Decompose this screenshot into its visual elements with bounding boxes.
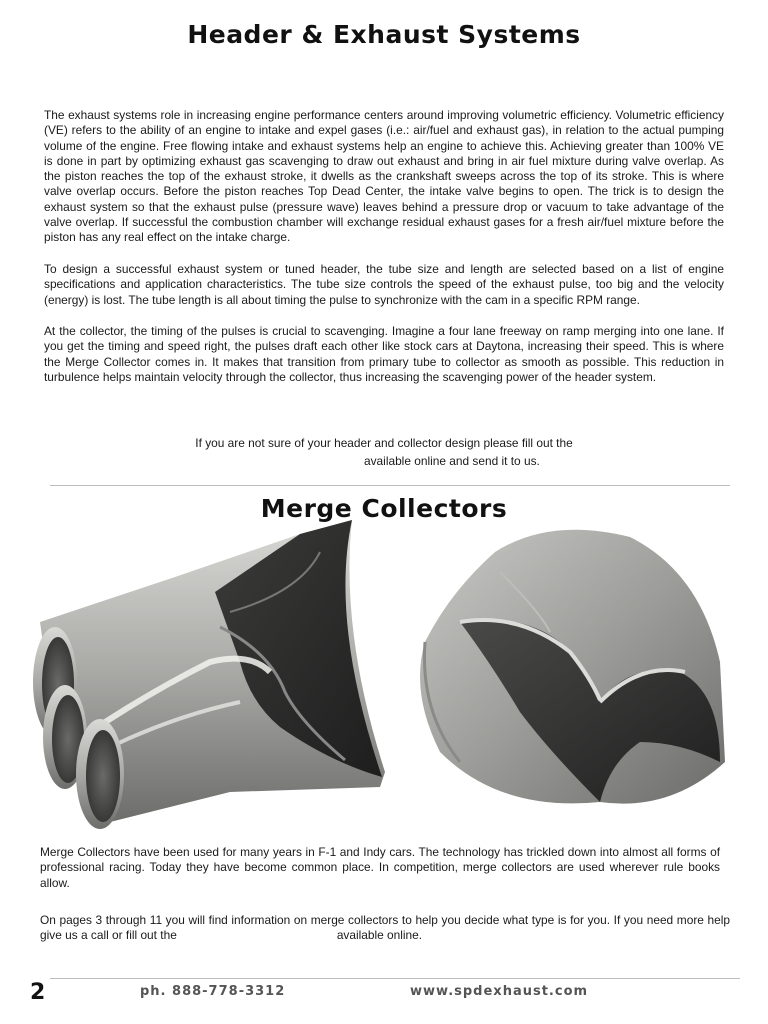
- merge-collector-photo-front: [400, 512, 768, 834]
- footer-website: www.spdexhaust.com: [410, 984, 589, 999]
- intro-paragraph-3: At the collector, the timing of the pulses is crucial to scavenging. Imagine a four lane freeway on ramp merging into one lane. If you get the timing and speed right, the pulses draft each other like stock cars at Daytona, increasing their speed. This is where the Merge Collector comes in. It makes that transition from primary tube to collector as smooth as possible. This reduction in turbulence helps maintain velocity through the collector, thus increasing the scavenging power of the header system.: [44, 324, 724, 384]
- page-number: 2: [30, 980, 46, 1005]
- footer-divider: [50, 978, 740, 979]
- intro-paragraph-1: The exhaust systems role in increasing engine performance centers around improving volumetric efficiency. Volumetric efficiency (VE) refers to the ability of an engine to intake and expel gases (i.e.: air/fuel and exhaust gas), in relation to the actual pumping volume of the engine. Free flowing intake and exhaust systems help an engine to achieve this. Achieving greater than 100% VE is done in part by optimizing exhaust gas scavenging to draw out exhaust and bring in air fuel mixture during valve overlap. As the piston reaches the top of the exhaust stroke, it dwells as the crankshaft sweeps across the top of its stroke. This is where valve overlap occurs. Before the piston reaches Top Dead Center, the intake valve begins to open. The trick is to design the exhaust system so that the exhaust pulse (pressure wave) leaves behind a pressure drop or vacuum to take advantage of the valve overlap. If successful the combustion chamber will exchange residual exhaust gases for a fresh air/fuel mixture before the piston has any real effect on the intake charge.: [44, 108, 724, 245]
- page-title: Header & Exhaust Systems: [187, 20, 581, 49]
- design-form-note-line-1: If you are not sure of your header and collector design please fill out the: [195, 436, 573, 450]
- merge-paragraph-2-end: available online.: [336, 928, 423, 943]
- merge-collector-photo-side: [0, 512, 398, 834]
- section-title-merge-collectors: Merge Collectors: [260, 494, 508, 523]
- section-divider: [50, 485, 730, 486]
- intro-paragraph-2: To design a successful exhaust system or tuned header, the tube size and length are selected based on a list of engine specifications and application characteristics. The tube size controls the speed of the exhaust pulse, too big and the velocity (energy) is lost. The tube length is all about timing the pulse to synchronize with the cam in a specific RPM range.: [44, 262, 724, 307]
- merge-paragraph-2: [40, 913, 730, 944]
- merge-paragraph-2-start: On pages 3 through 11 you will find information on merge collectors to help you decide what type is for you. If you need more help give us a call or fill out the: [40, 913, 730, 943]
- footer-phone: ph. 888-778-3312: [140, 984, 286, 999]
- merge-paragraph-1: Merge Collectors have been used for many years in F-1 and Indy cars. The technology has trickled down into almost all forms of professional racing. Today they have become common place. In competition, merge collectors are used wherever rule books allow.: [40, 845, 720, 890]
- design-form-note-line-2: available online and send it to us.: [364, 454, 540, 468]
